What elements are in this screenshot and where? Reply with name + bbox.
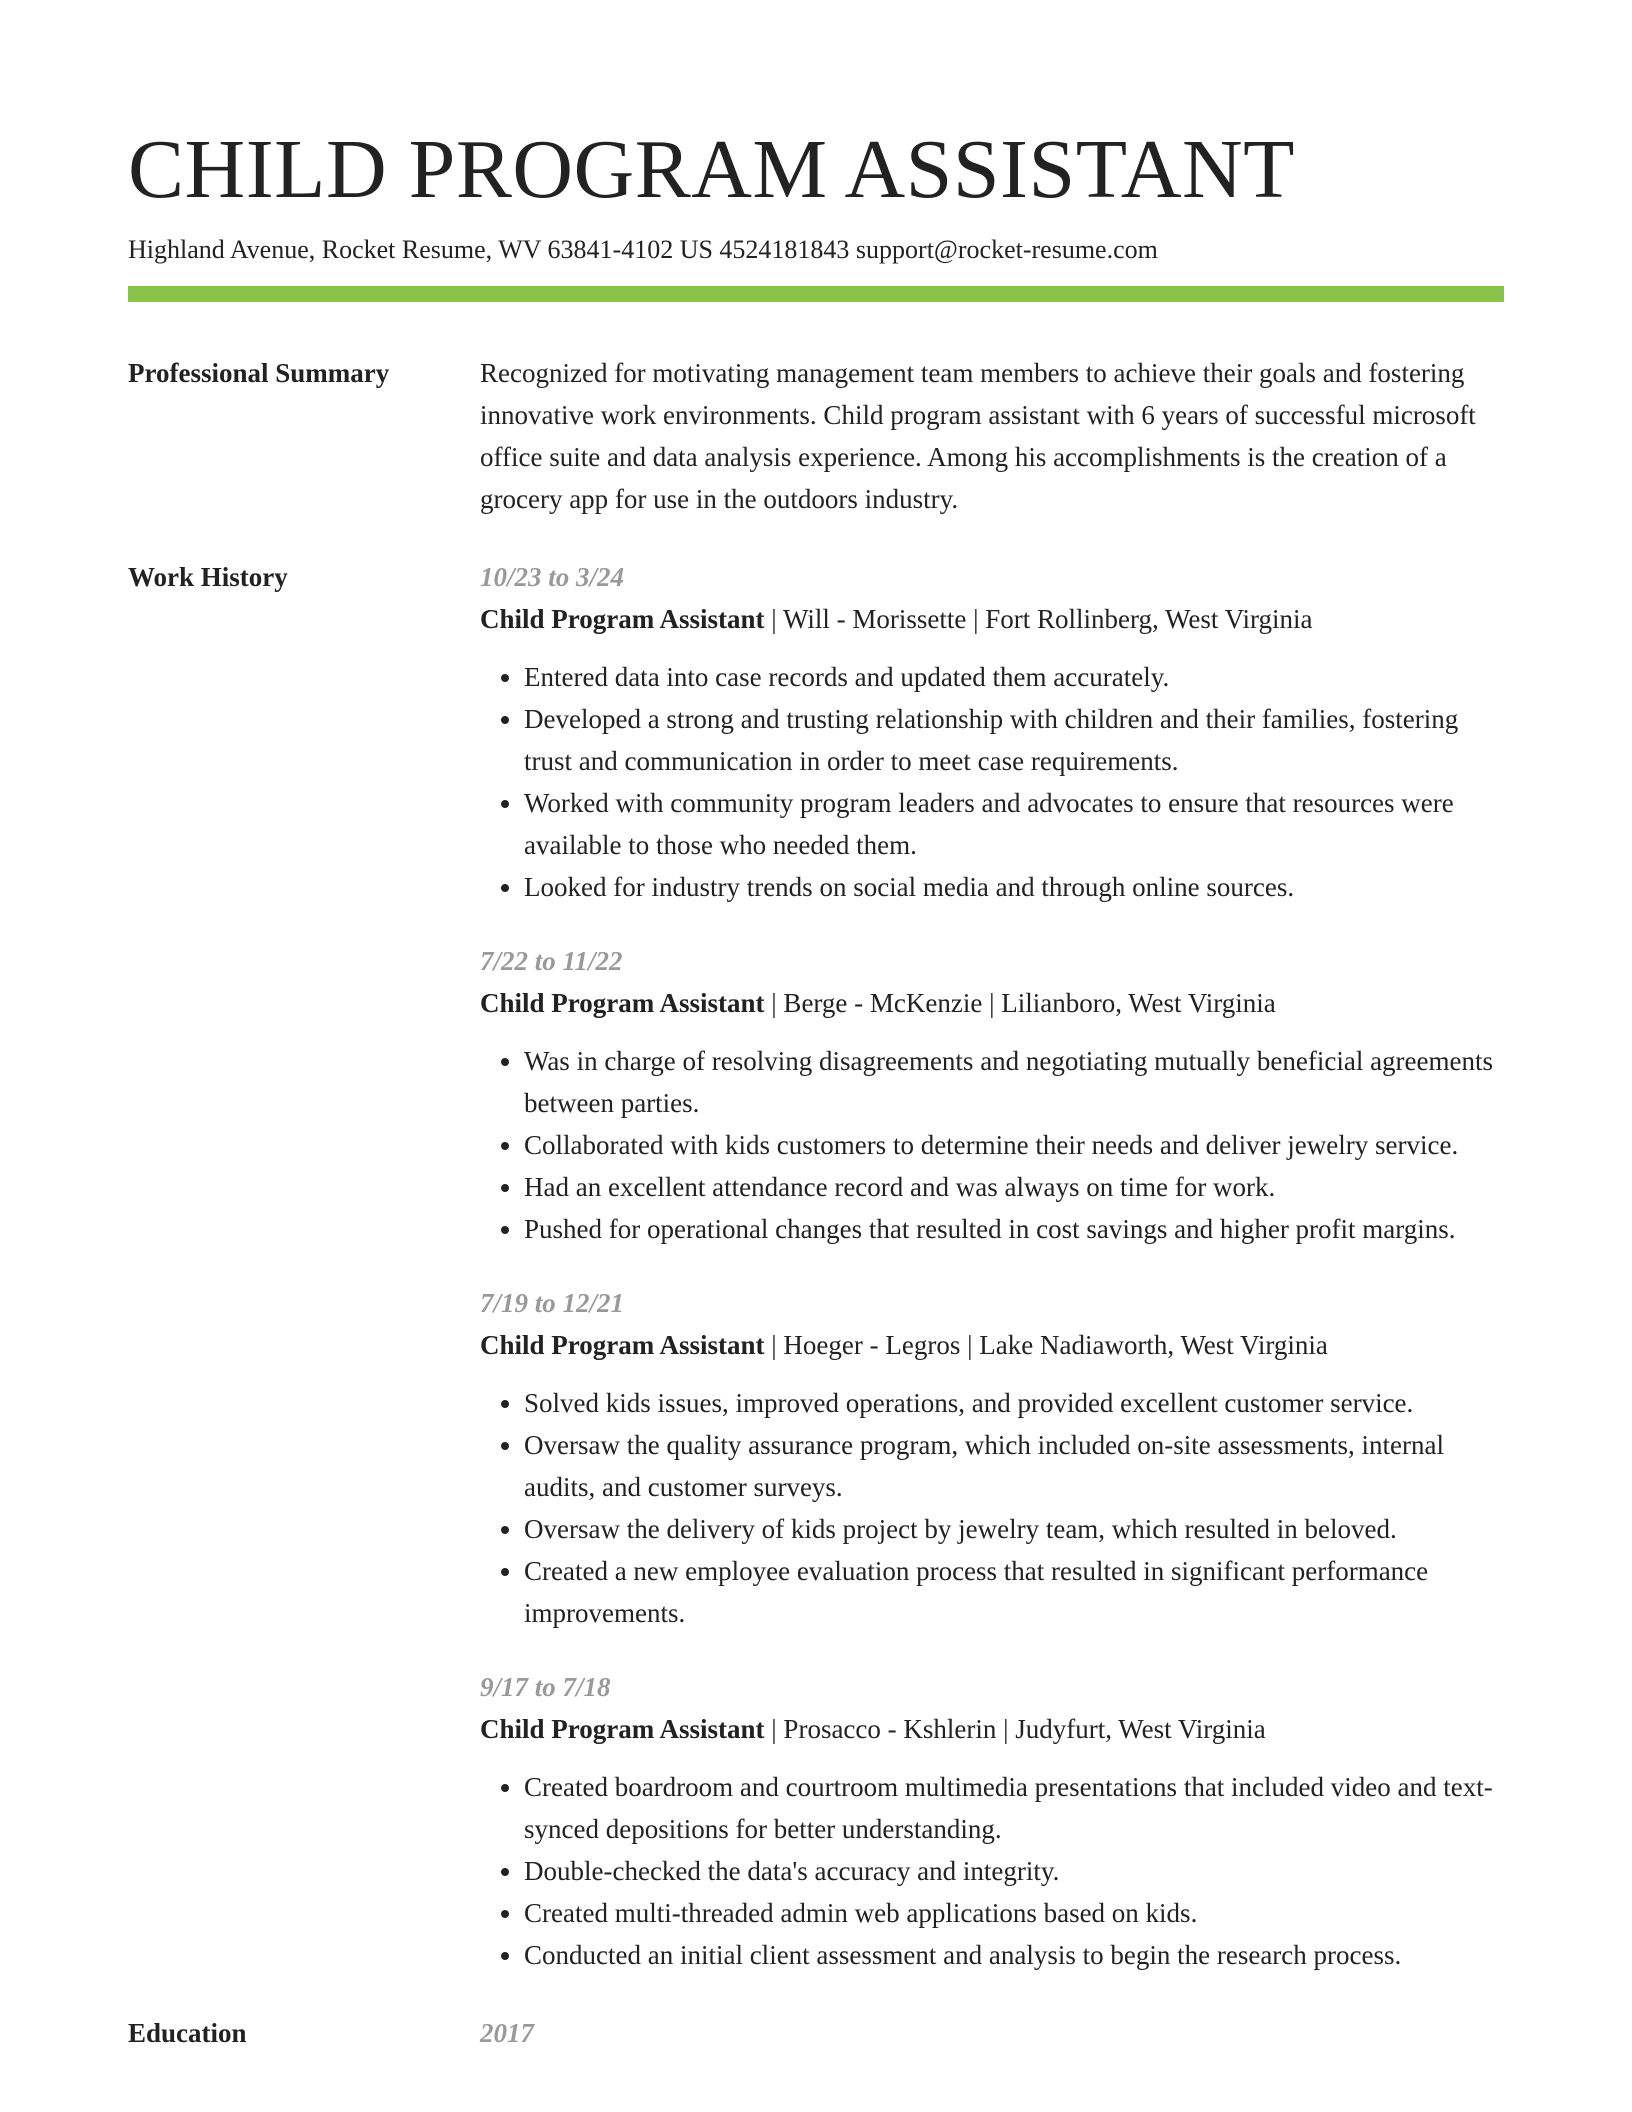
- job-bullet: • Oversaw the delivery of kids project by jewelry team, which resulted in beloved.: [524, 1508, 1504, 1550]
- section-heading: Work History: [128, 562, 288, 592]
- job-title-line: [480, 1708, 1504, 1750]
- job-bullet: • Had an excellent attendance record and was always on time for work.: [524, 1166, 1504, 1208]
- job-employer-location: | Will - Morissette | Fort Rollinberg, West Virginia: [764, 604, 1313, 634]
- job-bullet: • Conducted an initial client assessment and analysis to begin the research process.: [524, 1934, 1504, 1976]
- resume-page: [128, 120, 1504, 2054]
- job-bullets: [480, 1766, 1504, 1976]
- job-bullets: [480, 1382, 1504, 1634]
- job-bullets: [480, 656, 1504, 908]
- job-bullet: • Created multi-threaded admin web applications based on kids.: [524, 1892, 1504, 1934]
- job-title-line: [480, 982, 1504, 1024]
- job-date: 7/22 to 11/22: [480, 946, 623, 976]
- job-title: Child Program Assistant: [480, 1714, 765, 1744]
- job-bullet: • Entered data into case records and updated them accurately.: [524, 656, 1504, 698]
- job-entry: [480, 1666, 1504, 1976]
- work-history-section: [128, 556, 1504, 1976]
- job-title: Child Program Assistant: [480, 1330, 765, 1360]
- education-section: [128, 2012, 1504, 2054]
- job-employer-location: | Hoeger - Legros | Lake Nadiaworth, West Virginia: [764, 1330, 1328, 1360]
- candidate-name: CHILD PROGRAM ASSISTANT: [128, 123, 1295, 216]
- job-bullet: • Solved kids issues, improved operations, and provided excellent customer service.: [524, 1382, 1504, 1424]
- education-date: 2017: [480, 2018, 534, 2048]
- job-bullet: • Worked with community program leaders and advocates to ensure that resources were available to those who needed them.: [524, 782, 1504, 866]
- accent-divider: [128, 286, 1504, 302]
- job-title: Child Program Assistant: [480, 604, 765, 634]
- contact-line: Highland Avenue, Rocket Resume, WV 63841-4102 US 4524181843 support@rocket-resume.com: [128, 235, 1158, 264]
- job-date: 10/23 to 3/24: [480, 562, 625, 592]
- section-heading: Education: [128, 2018, 247, 2048]
- summary-text: Recognized for motivating management team members to achieve their goals and fostering innovative work environments. Child program assistant with 6 years of successful microsoft office suite and data analysis experience. Among his accomplishments is the creation of a grocery app for use in the outdoors industry.: [480, 358, 1476, 514]
- job-bullet: • Created a new employee evaluation process that resulted in significant performance improvements.: [524, 1550, 1504, 1634]
- job-bullet: • Created boardroom and courtroom multimedia presentations that included video and text-synced depositions for better understanding.: [524, 1766, 1504, 1850]
- professional-summary-section: [128, 352, 1504, 520]
- job-employer-location: | Berge - McKenzie | Lilianboro, West Virginia: [764, 988, 1276, 1018]
- job-bullet: • Collaborated with kids customers to determine their needs and deliver jewelry service.: [524, 1124, 1504, 1166]
- job-bullet: • Pushed for operational changes that resulted in cost savings and higher profit margins.: [524, 1208, 1504, 1250]
- job-bullet: • Looked for industry trends on social media and through online sources.: [524, 866, 1504, 908]
- job-bullet: • Developed a strong and trusting relationship with children and their families, fostering trust and communication in order to meet case requirements.: [524, 698, 1504, 782]
- job-title: Child Program Assistant: [480, 988, 765, 1018]
- job-entry: [480, 556, 1504, 908]
- job-bullet: • Oversaw the quality assurance program, which included on-site assessments, internal audits, and customer surveys.: [524, 1424, 1504, 1508]
- job-date: 9/17 to 7/18: [480, 1672, 611, 1702]
- job-bullet: • Double-checked the data's accuracy and integrity.: [524, 1850, 1504, 1892]
- job-title-line: [480, 598, 1504, 640]
- job-date: 7/19 to 12/21: [480, 1288, 625, 1318]
- section-heading: Professional Summary: [128, 358, 390, 388]
- job-bullets: [480, 1040, 1504, 1250]
- job-entry: [480, 1282, 1504, 1634]
- job-employer-location: | Prosacco - Kshlerin | Judyfurt, West Virginia: [764, 1714, 1266, 1744]
- job-entry: [480, 940, 1504, 1250]
- job-title-line: [480, 1324, 1504, 1366]
- job-list: [480, 556, 1504, 1976]
- job-bullet: • Was in charge of resolving disagreements and negotiating mutually beneficial agreements between parties.: [524, 1040, 1504, 1124]
